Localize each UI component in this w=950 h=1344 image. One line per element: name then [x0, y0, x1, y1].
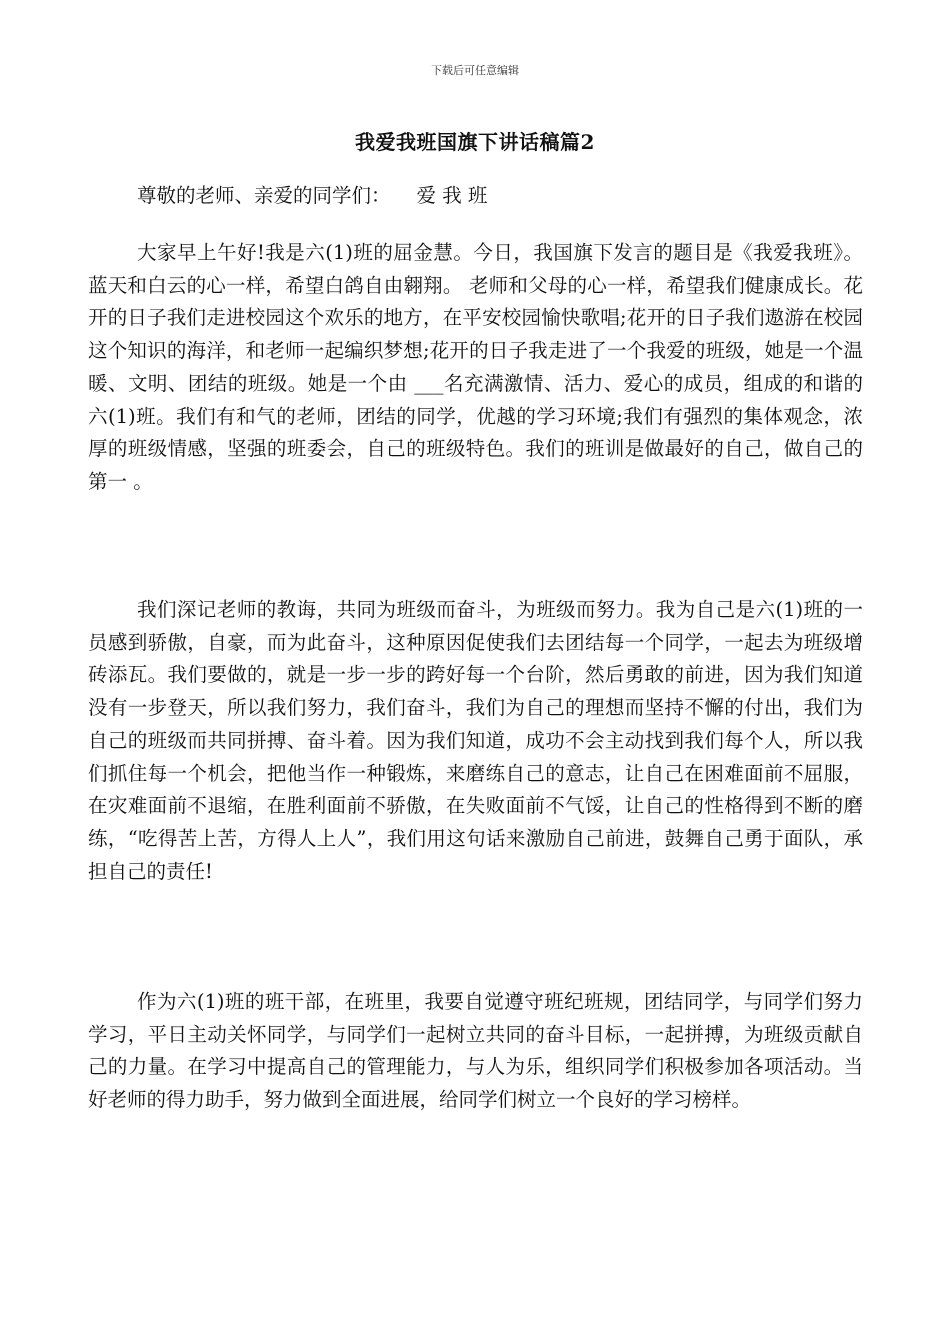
salutation-topic: 爱 我 班: [416, 184, 488, 207]
paragraph-3: 作为六(1)班的班干部，在班里，我要自觉遵守班纪班规，团结同学，与同学们努力学习，平日主动关怀同学，与同学们一起树立共同的奋斗目标，一起拼搏，为班级贡献自己的力量。在学习中提高自己的管理能力，与人为乐，组织同学们积极参加各项活动。当好老师的得力助手，努力做到全面进展，给同学们树立一个良好的学习榜样。: [88, 990, 863, 1112]
paragraph-2: 我们深记老师的教诲，共同为班级而奋斗，为班级而努力。我为自己是六(1)班的一员感到骄傲，自豪，而为此奋斗，这种原因促使我们去团结每一个同学，一起去为班级增砖添瓦。我们要做的，就是一步一步的跨好每一个台阶，然后勇敢的前进，因为我们知道没有一步登天，所以我们努力，我们奋斗，我们为自己的理想而坚持不懈的付出，我们为自己的班级而共同拼搏、奋斗着。因为我们知道，成功不会主动找到我们每个人，所以我们抓住每一个机会，把他当作一种锻炼，来磨练自己的意志，让自己在困难面前不屈服，在灾难面前不退缩，在胜利面前不骄傲，在失败面前不气馁，让自己的性格得到不断的磨练，“吃得苦上苦，方得人上人”，我们用这句话来激励自己前进，鼓舞自己勇于面队，承担自己的责任!: [88, 598, 863, 883]
salutation: 尊敬的老师、亲爱的同学们：: [137, 184, 391, 207]
salutation-line: [137, 180, 487, 212]
paragraph-1: 大家早上午好!我是六(1)班的屈金慧。今日，我国旗下发言的题目是《我爱我班》。 蓝天和白云的心一样，希望白鸽自由翱翔。 老师和父母的心一样，希望我们健康成长。花开的日子我们走进校园这个欢乐的地方，在平安校园愉快歌唱;花开的日子我们遨游在校园这个知识的海洋，和老师一起编织梦想;花开的日子我走进了一个我爱的班级，她是一个温暖、文明、团结的班级。她是一个由 ___名充满激情、活力、爱心的成员，组成的和谐的六(1)班。我们有和气的老师，团结的同学，优越的学习环境;我们有强烈的集体观念，浓厚的班级情感，坚强的班委会，自己的班级特色。我们的班训是做最好的自己，做自己的第一 。: [88, 241, 863, 493]
document-title: 我爱我班国旗下讲话稿篇2: [355, 130, 595, 154]
page-header-note: 下载后可任意编辑: [431, 64, 519, 77]
